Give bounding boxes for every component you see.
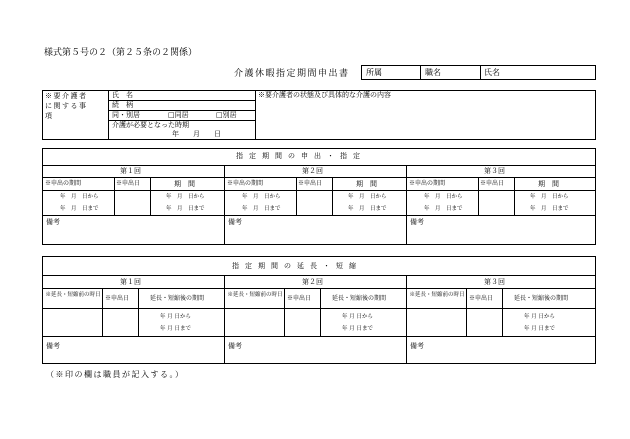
dept-label: 所属 [366, 68, 382, 77]
d1-request-from: 年 月 日から [60, 194, 99, 200]
cohabit-option-together[interactable]: □同居 [168, 111, 189, 119]
subject-name-label: 氏 名 [112, 91, 133, 99]
e3-col-ext-date: ※延長・短縮前の時日 [409, 292, 465, 298]
d1-col-period: 期 間 [174, 180, 195, 188]
e2-remarks: 備考 [228, 342, 242, 350]
extension-section [42, 256, 596, 364]
form-id: 様式第５号の２（第２５条の２関係） [44, 48, 198, 58]
d1-request-to: 年 月 日まで [60, 206, 99, 212]
e2-period-to: 年 月 日まで [342, 326, 373, 332]
d1-col-req-date: ※申出日 [116, 180, 141, 187]
e2-col-period: 延長・短縮後の期間 [332, 295, 387, 302]
d2-request-from: 年 月 日から [242, 194, 281, 200]
e1-period-to: 年 月 日まで [160, 326, 191, 332]
d3-request-to: 年 月 日まで [424, 206, 463, 212]
e2-period-from: 年 月 日から [342, 314, 373, 320]
d3-col-req-date: ※申出日 [480, 180, 505, 187]
form-title: 介護休暇指定期間申出書 [234, 69, 350, 79]
d3-remarks: 備考 [410, 218, 424, 226]
d1-remarks: 備考 [46, 218, 60, 226]
d2-col-req-date: ※申出日 [298, 180, 323, 187]
d2-col-period: 期 間 [356, 180, 377, 188]
d2-col-request: ※申出の期間 [227, 180, 264, 187]
subject-label-3: 項 [45, 112, 52, 120]
subject-label-1: ※要介護者 [45, 92, 88, 100]
care-condition-label: ※要介護者の状態及び具体的な介護の内容 [258, 91, 391, 99]
employee-info-box [361, 65, 596, 80]
e1-period-from: 年 月 日から [160, 314, 191, 320]
cohabit-option-separate[interactable]: □別居 [216, 111, 237, 119]
d3-col-period: 期 間 [538, 180, 559, 188]
d3-request-from: 年 月 日から [424, 194, 463, 200]
cohabit-label: 同・別居 [112, 111, 140, 119]
employee-name-label: 氏名 [484, 68, 500, 77]
relationship-label: 続 柄 [112, 101, 133, 109]
e1-remarks: 備考 [46, 342, 60, 350]
d1-period-to: 年 月 日まで [166, 206, 205, 212]
extension-round-3: 第３回 [484, 278, 505, 286]
e2-col-req-date: ※申出日 [287, 295, 312, 302]
extension-round-1: 第１回 [120, 278, 141, 286]
e1-col-period: 延長・短縮後の期間 [150, 295, 205, 302]
e3-period-from: 年 月 日から [524, 314, 555, 320]
d2-request-to: 年 月 日まで [242, 206, 281, 212]
designation-round-1: 第１回 [120, 167, 141, 175]
designation-round-2: 第２回 [302, 167, 323, 175]
care-need-date-label: 介護が必要となった時期 [112, 121, 189, 129]
d2-remarks: 備考 [228, 218, 242, 226]
extension-title: 指定期間の延長・短縮 [232, 262, 362, 270]
d2-period-from: 年 月 日から [348, 194, 387, 200]
e2-col-ext-date: ※延長・短縮前の時日 [227, 292, 283, 298]
d3-period-from: 年 月 日から [530, 194, 569, 200]
d2-period-to: 年 月 日まで [348, 206, 387, 212]
d3-period-to: 年 月 日まで [530, 206, 569, 212]
care-need-date-units: 年 月 日 [172, 130, 221, 138]
extension-round-2: 第２回 [302, 278, 323, 286]
position-label: 職名 [425, 68, 441, 77]
e1-col-ext-date: ※延長・短縮前の時日 [45, 292, 101, 298]
e3-col-req-date: ※申出日 [469, 295, 494, 302]
e3-remarks: 備考 [410, 342, 424, 350]
footnote: （※印の欄は職員が記入する。） [46, 370, 185, 379]
designation-title: 指定期間の申出・指定 [236, 152, 366, 160]
e3-col-period: 延長・短縮後の期間 [514, 295, 569, 302]
e1-col-req-date: ※申出日 [105, 295, 130, 302]
e3-period-to: 年 月 日まで [524, 326, 555, 332]
d1-col-request: ※申出の期間 [45, 180, 82, 187]
subject-label-2: に関する事 [45, 102, 88, 110]
designation-section [42, 148, 596, 245]
d1-period-from: 年 月 日から [166, 194, 205, 200]
designation-round-3: 第３回 [484, 167, 505, 175]
d3-col-request: ※申出の期間 [409, 180, 446, 187]
